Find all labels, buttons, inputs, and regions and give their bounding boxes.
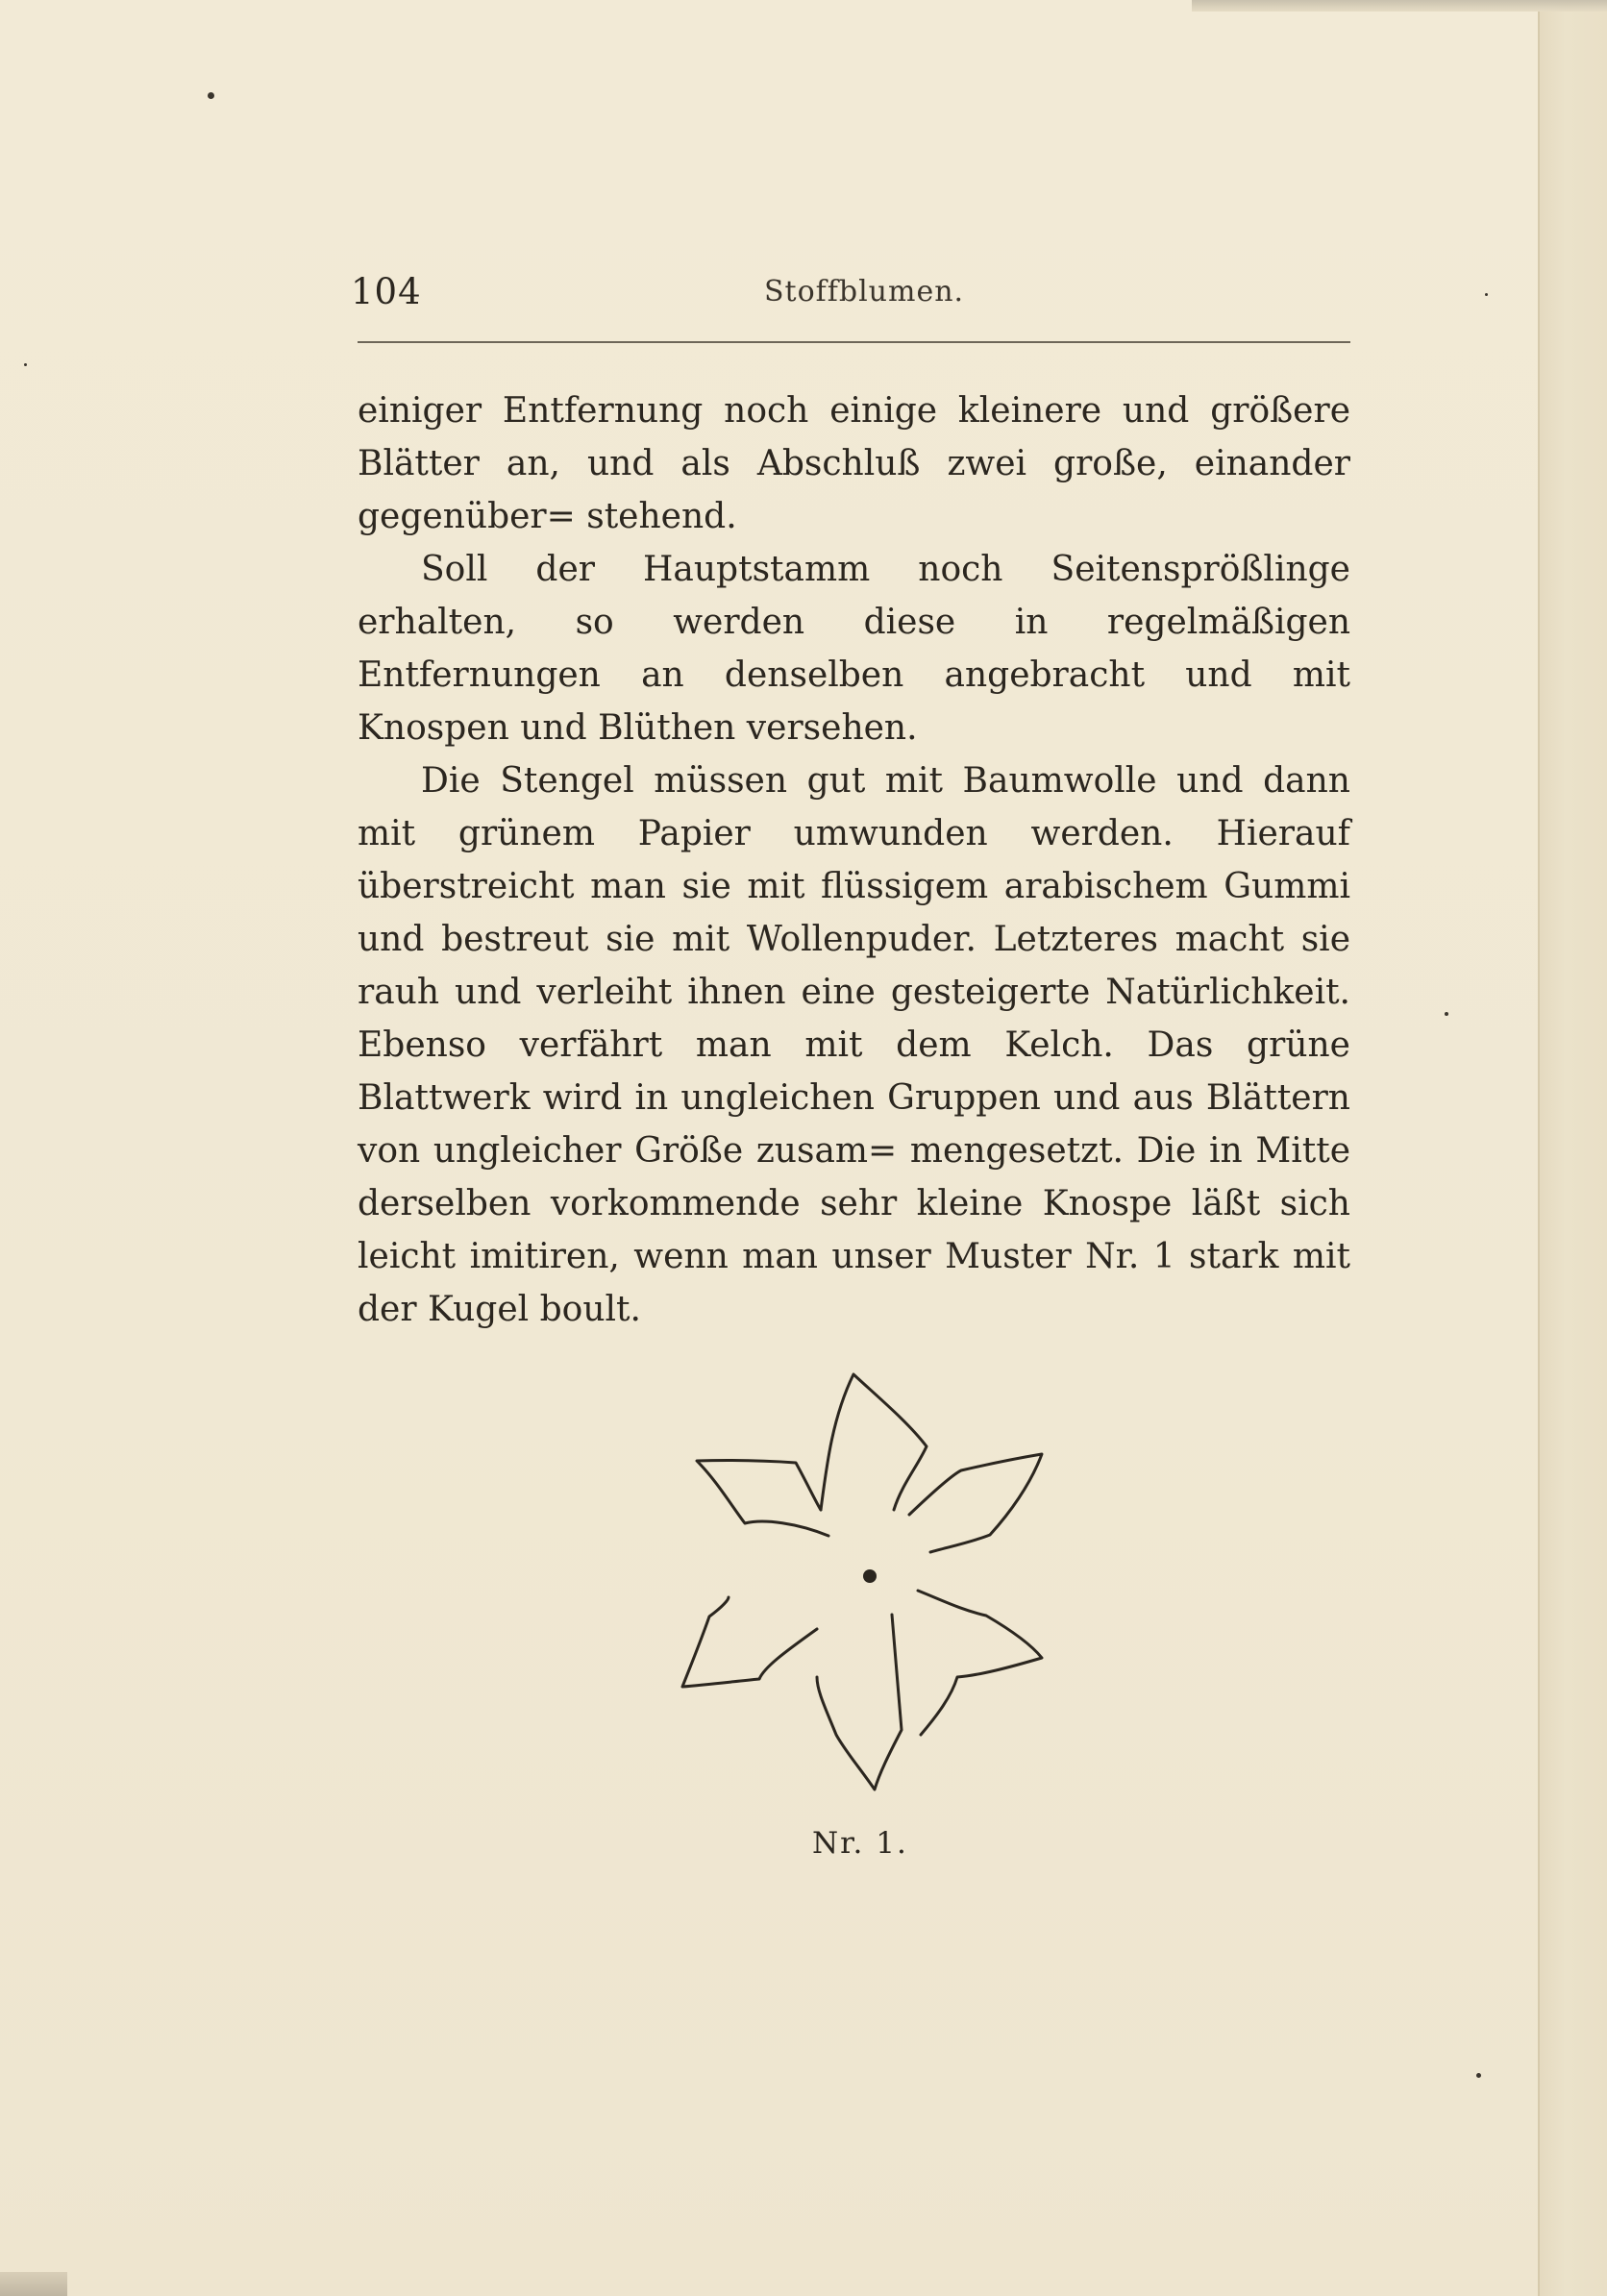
petal-lower-right <box>918 1591 1042 1735</box>
paper-speck <box>1445 1012 1448 1016</box>
paper-speck <box>1485 293 1488 296</box>
header-rule <box>358 341 1350 343</box>
scan-top-edge <box>1192 0 1607 12</box>
paragraph: Die Stengel müssen gut mit Baumwolle und dann mit grünem Papier umwunden werden. Hierauf überstreicht man sie mit flüssigem arabischem Gummi und bestreut sie mit Wollenpuder. Letzteres macht sie rauh und verleiht ihnen eine gesteigerte Natürlichkeit. Ebenso verfährt man mit dem Kelch. Das grüne Blattwerk wird in ungleichen Gruppen und aus Blättern von ungleicher Größe zusam= mengesetzt. Die in Mitte derselben vorkommende sehr kleine Knospe läßt sich leicht imitiren, wenn man unser Muster Nr. 1 stark mit der Kugel boult. <box>358 761 1350 1329</box>
next-page-edge <box>1538 0 1607 2296</box>
petal-upper-left <box>697 1461 828 1536</box>
paragraph: einiger Entfernung noch einige kleinere und größere Blätter an, und als Abschluß zwei große, einander gegenüber= stehend. <box>358 391 1350 536</box>
paragraph: Soll der Hauptstamm noch Seitensprößlinge erhalten, so werden diese in regelmäßigen Entfernungen an denselben angebracht und mit Knospen und Blüthen versehen. <box>358 550 1350 748</box>
paper-speck <box>1476 2073 1481 2078</box>
running-title: Stoffblumen. <box>764 275 965 309</box>
petal-upper-right <box>909 1454 1042 1552</box>
flower-pattern-drawing <box>673 1370 1057 1792</box>
paper-speck <box>208 92 214 99</box>
petal-top <box>821 1374 927 1510</box>
page-fold-line <box>1538 0 1540 2296</box>
figure-caption: Nr. 1. <box>812 1826 908 1861</box>
paper-speck <box>24 363 27 366</box>
six-petal-flower-pattern-icon <box>673 1370 1057 1792</box>
petal-lower-left <box>682 1597 817 1687</box>
page-header <box>351 271 1350 319</box>
flower-center-dot <box>863 1569 877 1583</box>
scan-bottom-edge <box>0 2272 67 2296</box>
page-number: 104 <box>351 271 422 312</box>
body-text <box>358 384 1350 1336</box>
petal-bottom <box>817 1615 902 1790</box>
